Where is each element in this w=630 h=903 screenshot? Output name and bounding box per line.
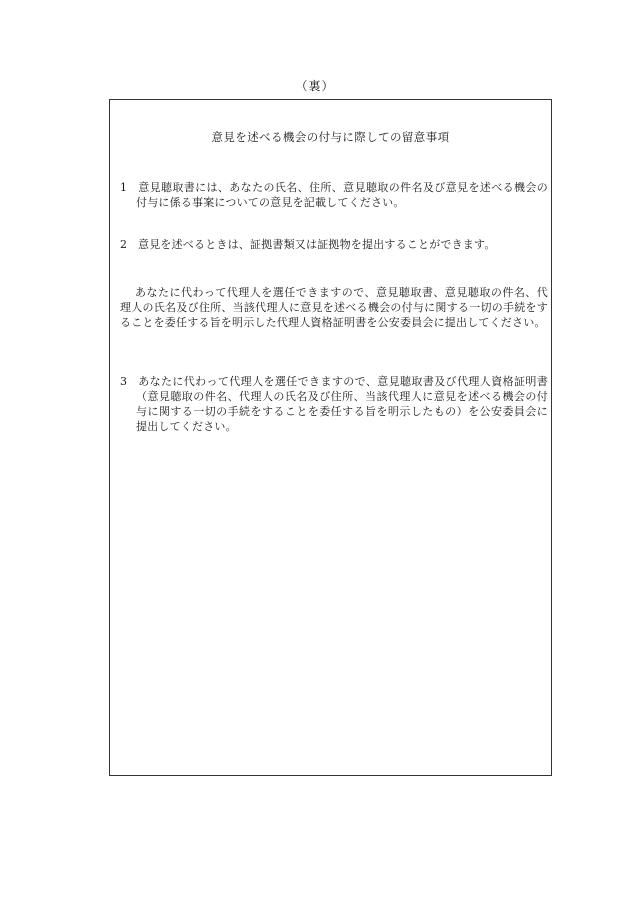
notice-note-paragraph: あなたに代わって代理人を選任できますので、意見聴取書、意見聴取の件名、代理人の氏名及び住所、当該代理人に意見を述べる機会の付与に関する一切の手続をすることを委任する旨を明示した代理人資格証明書を公安委員会に提出してください。 (120, 286, 548, 329)
item-text: あなたに代わって代理人を選任できますので、意見聴取書及び代理人資格証明書（意見聴取の件名、代理人の氏名及び住所、当該代理人に意見を述べる機会の付与に関する一切の手続をすることを委任する旨を明示したもの）を公安委員会に提出してください。 (136, 375, 548, 433)
item-number: 1 (120, 181, 128, 194)
item-number: 2 (120, 238, 128, 251)
item-number: 3 (120, 375, 128, 388)
notice-item-3 (120, 374, 548, 434)
notice-title: 意見を述べる機会の付与に際しての留意事項 (211, 130, 450, 144)
notice-frame (109, 99, 552, 776)
notice-item-2 (120, 237, 548, 252)
item-text: 意見を述べるときは、証拠書類又は証拠物を提出することができます。 (138, 238, 496, 251)
notice-item-1 (120, 180, 548, 210)
page-side-label: （裏） (295, 79, 335, 93)
item-text: 意見聴取書には、あなたの氏名、住所、意見聴取の件名及び意見を述べる機会の付与に係る事案についての意見を記載してください。 (136, 181, 548, 209)
